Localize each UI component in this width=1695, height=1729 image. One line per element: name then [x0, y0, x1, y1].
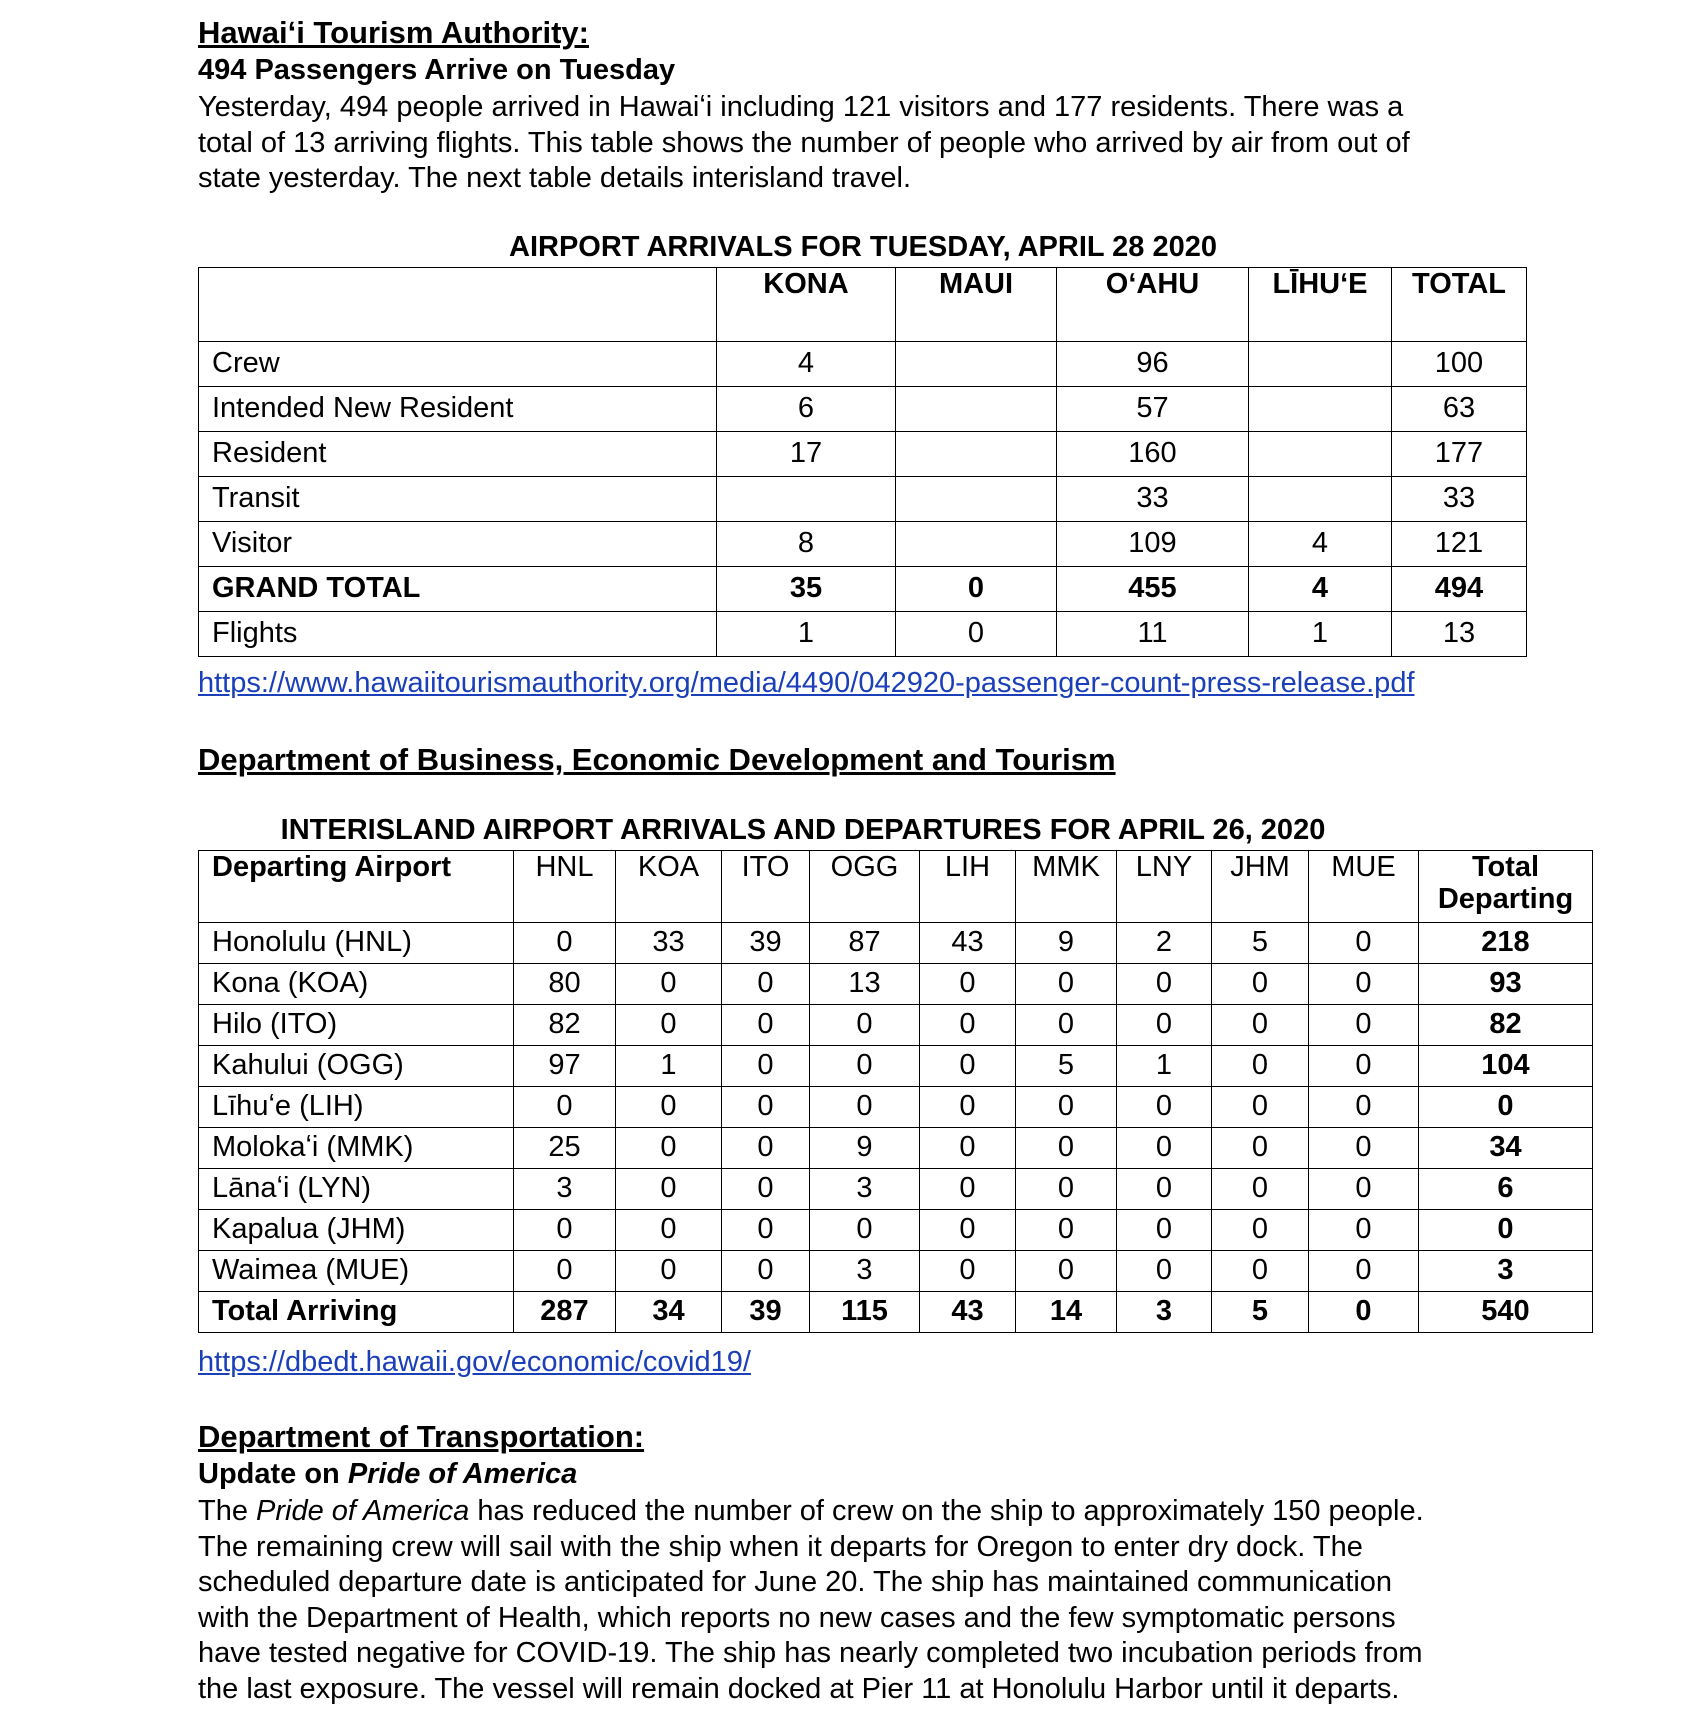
table-cell	[896, 477, 1057, 522]
hta-paragraph-line: total of 13 arriving flights. This table shows the number of people who arrived by air from out of	[198, 126, 1410, 159]
dot-paragraph-line: have tested negative for COVID-19. The ship has nearly completed two incubation periods from	[198, 1637, 1423, 1669]
interisland-table	[198, 850, 1593, 1333]
table-cell	[896, 387, 1057, 432]
table-cell: 35	[717, 567, 896, 612]
table-cell: 0	[1309, 1046, 1419, 1087]
table-cell: 0	[722, 1087, 810, 1128]
dbedt-source-link[interactable]: https://dbedt.hawaii.gov/economic/covid19/	[198, 1346, 751, 1378]
table-cell	[1249, 477, 1392, 522]
hta-source-link[interactable]: https://www.hawaiitourismauthority.org/media/4490/042920-passenger-count-press-release.pdf	[198, 667, 1415, 699]
table-cell	[1249, 342, 1392, 387]
table-cell: 160	[1057, 432, 1249, 477]
dot-ship-name: Pride of America	[256, 1495, 470, 1527]
dot-paragraph	[198, 1494, 1528, 1707]
column-header: OGG	[810, 851, 920, 923]
table-row	[199, 1251, 1593, 1292]
table-cell: 80	[514, 964, 616, 1005]
table-cell: 3	[1117, 1292, 1212, 1333]
interisland-table-body	[199, 923, 1593, 1333]
table-cell: 96	[1057, 342, 1249, 387]
table-cell: 0	[1117, 1210, 1212, 1251]
hta-paragraph	[198, 90, 1528, 197]
table-cell: 0	[920, 1210, 1016, 1251]
dot-subheading-ship-name: Pride of America	[347, 1458, 578, 1490]
column-header: OʻAHU	[1057, 268, 1249, 342]
row-label: Intended New Resident	[199, 387, 717, 432]
row-label: Līhuʻe (LIH)	[199, 1087, 514, 1128]
column-header: LĪHUʻE	[1249, 268, 1392, 342]
table-cell: 0	[920, 1005, 1016, 1046]
table-cell: 0	[1016, 1251, 1117, 1292]
table-cell: 0	[1309, 1128, 1419, 1169]
column-header: JHM	[1212, 851, 1309, 923]
table-cell: 0	[1117, 1005, 1212, 1046]
table-cell: 1	[1117, 1046, 1212, 1087]
table-cell: 0	[1117, 1128, 1212, 1169]
grand-total-row	[199, 567, 1527, 612]
table-cell: 0	[1309, 964, 1419, 1005]
dot-line-rest: has reduced the number of crew on the ship to approximately 150 people.	[469, 1495, 1424, 1527]
table-cell: 63	[1392, 387, 1527, 432]
table-cell: 0	[1117, 1087, 1212, 1128]
table-cell: 0	[1212, 1210, 1309, 1251]
table-cell: 39	[722, 923, 810, 964]
table-cell: 494	[1392, 567, 1527, 612]
table-cell: 0	[514, 1210, 616, 1251]
table-cell: 17	[717, 432, 896, 477]
table-cell: 0	[1117, 1251, 1212, 1292]
dot-line-prefix: The	[198, 1495, 257, 1527]
column-header: LNY	[1117, 851, 1212, 923]
table-cell: 0	[722, 1128, 810, 1169]
table-cell: 540	[1419, 1292, 1593, 1333]
table-cell: 0	[1117, 964, 1212, 1005]
row-label: Hilo (ITO)	[199, 1005, 514, 1046]
table-cell: 34	[1419, 1128, 1593, 1169]
table-cell: 0	[896, 612, 1057, 657]
table-cell: 0	[920, 1046, 1016, 1087]
interisland-table-title: INTERISLAND AIRPORT ARRIVALS AND DEPARTURES FOR APRIL 26, 2020	[280, 814, 1326, 846]
table-cell	[896, 522, 1057, 567]
table-cell: 0	[616, 1128, 722, 1169]
dot-subheading-prefix: Update on	[198, 1458, 348, 1490]
table-cell: 0	[722, 1046, 810, 1087]
table-cell: 6	[1419, 1169, 1593, 1210]
hta-subheading: 494 Passengers Arrive on Tuesday	[198, 54, 676, 86]
table-cell	[1249, 432, 1392, 477]
row-label: Crew	[199, 342, 717, 387]
row-label: Waimea (MUE)	[199, 1251, 514, 1292]
table-cell: 0	[920, 1128, 1016, 1169]
table-cell: 0	[616, 1169, 722, 1210]
table-cell: 0	[616, 1210, 722, 1251]
table-cell: 3	[810, 1251, 920, 1292]
row-label: Molokaʻi (MMK)	[199, 1128, 514, 1169]
table-row	[199, 1210, 1593, 1251]
table-cell: 93	[1419, 964, 1593, 1005]
table-cell: 87	[810, 923, 920, 964]
table-row	[199, 1087, 1593, 1128]
hta-paragraph-line: Yesterday, 494 people arrived in Hawaiʻi including 121 visitors and 177 residents. There was a	[198, 91, 1404, 123]
table-cell: 455	[1057, 567, 1249, 612]
table-cell: 0	[1212, 1169, 1309, 1210]
table-cell: 0	[1419, 1210, 1593, 1251]
table-cell: 0	[722, 1251, 810, 1292]
table-cell	[1249, 387, 1392, 432]
row-label: Total Arriving	[199, 1292, 514, 1333]
table-cell: 0	[1016, 1169, 1117, 1210]
column-header	[199, 268, 717, 342]
dot-paragraph-line: The remaining crew will sail with the ship when it departs for Oregon to enter dry dock. The	[198, 1530, 1363, 1563]
table-cell: 8	[717, 522, 896, 567]
total-arriving-row	[199, 1292, 1593, 1333]
column-header: Departing Airport	[199, 851, 514, 923]
table-row	[199, 1169, 1593, 1210]
row-label: Honolulu (HNL)	[199, 923, 514, 964]
row-label: Kona (KOA)	[199, 964, 514, 1005]
table-cell: 0	[920, 1169, 1016, 1210]
airport-arrivals-title: AIRPORT ARRIVALS FOR TUESDAY, APRIL 28 2020	[509, 231, 1217, 263]
table-cell: 0	[810, 1210, 920, 1251]
table-cell: 0	[1309, 1210, 1419, 1251]
table-cell: 0	[514, 1251, 616, 1292]
table-cell: 218	[1419, 923, 1593, 964]
row-label: Transit	[199, 477, 717, 522]
table-cell: 115	[810, 1292, 920, 1333]
table-cell: 109	[1057, 522, 1249, 567]
dbedt-heading: Department of Business, Economic Development and Tourism	[198, 742, 1116, 777]
dot-paragraph-line	[198, 1494, 1528, 1530]
table-cell: 0	[1117, 1169, 1212, 1210]
table-row	[199, 1046, 1593, 1087]
airport-arrivals-table	[198, 267, 1527, 657]
table-cell: 0	[722, 1169, 810, 1210]
table-cell: 33	[1392, 477, 1527, 522]
column-header: TOTAL	[1392, 268, 1527, 342]
column-header: KOA	[616, 851, 722, 923]
table-cell: 13	[1392, 612, 1527, 657]
table-cell: 1	[1249, 612, 1392, 657]
table-cell: 100	[1392, 342, 1527, 387]
table-header-row	[199, 851, 1593, 923]
table-cell: 287	[514, 1292, 616, 1333]
table-cell: 0	[1016, 1005, 1117, 1046]
table-cell: 0	[616, 1251, 722, 1292]
table-cell: 0	[896, 567, 1057, 612]
table-cell: 13	[810, 964, 920, 1005]
table-cell: 104	[1419, 1046, 1593, 1087]
table-cell	[896, 342, 1057, 387]
table-cell: 3	[810, 1169, 920, 1210]
table-cell: 5	[1212, 923, 1309, 964]
table-cell: 33	[616, 923, 722, 964]
column-header: Total Departing	[1419, 851, 1593, 923]
table-cell: 11	[1057, 612, 1249, 657]
table-cell: 3	[514, 1169, 616, 1210]
column-header: MMK	[1016, 851, 1117, 923]
row-label: Lānaʻi (LYN)	[199, 1169, 514, 1210]
table-row	[199, 342, 1527, 387]
table-cell: 121	[1392, 522, 1527, 567]
table-cell: 0	[1212, 964, 1309, 1005]
table-cell: 0	[810, 1005, 920, 1046]
row-label: GRAND TOTAL	[199, 567, 717, 612]
table-cell	[717, 477, 896, 522]
dot-paragraph-line: the last exposure. The vessel will remain docked at Pier 11 at Honolulu Harbor until it departs.	[198, 1672, 1400, 1705]
table-row	[199, 1128, 1593, 1169]
table-cell: 43	[920, 1292, 1016, 1333]
table-cell: 43	[920, 923, 1016, 964]
hta-heading: Hawaiʻi Tourism Authority:	[198, 15, 589, 50]
table-cell: 4	[717, 342, 896, 387]
table-cell: 25	[514, 1128, 616, 1169]
table-cell: 0	[514, 1087, 616, 1128]
table-cell: 2	[1117, 923, 1212, 964]
table-cell: 0	[1212, 1128, 1309, 1169]
table-cell: 0	[616, 964, 722, 1005]
column-header: HNL	[514, 851, 616, 923]
table-cell: 0	[616, 1005, 722, 1046]
table-cell: 0	[920, 964, 1016, 1005]
dot-subheading	[198, 1459, 577, 1491]
row-label: Flights	[199, 612, 717, 657]
column-header: LIH	[920, 851, 1016, 923]
table-cell: 0	[1016, 1087, 1117, 1128]
table-cell: 0	[920, 1251, 1016, 1292]
table-row	[199, 522, 1527, 567]
table-cell: 0	[514, 923, 616, 964]
table-cell: 0	[1419, 1087, 1593, 1128]
table-cell: 14	[1016, 1292, 1117, 1333]
column-header: MUE	[1309, 851, 1419, 923]
table-cell: 82	[514, 1005, 616, 1046]
table-cell: 177	[1392, 432, 1527, 477]
table-cell: 57	[1057, 387, 1249, 432]
table-cell: 0	[1212, 1251, 1309, 1292]
table-cell: 9	[1016, 923, 1117, 964]
table-cell	[896, 432, 1057, 477]
table-cell: 3	[1419, 1251, 1593, 1292]
table-header-row	[199, 268, 1527, 342]
table-cell: 0	[1309, 1292, 1419, 1333]
row-label: Visitor	[199, 522, 717, 567]
table-cell: 6	[717, 387, 896, 432]
table-cell: 0	[722, 1005, 810, 1046]
table-cell: 0	[920, 1087, 1016, 1128]
table-row	[199, 477, 1527, 522]
table-cell: 4	[1249, 522, 1392, 567]
table-row	[199, 387, 1527, 432]
column-header: MAUI	[896, 268, 1057, 342]
table-cell: 0	[1309, 1087, 1419, 1128]
table-cell: 5	[1016, 1046, 1117, 1087]
table-cell: 0	[1212, 1087, 1309, 1128]
table-cell: 33	[1057, 477, 1249, 522]
table-cell: 0	[616, 1087, 722, 1128]
table-cell: 5	[1212, 1292, 1309, 1333]
hta-paragraph-line: state yesterday. The next table details interisland travel.	[198, 162, 912, 194]
dot-paragraph-line: with the Department of Health, which reports no new cases and the few symptomatic persons	[198, 1601, 1396, 1634]
table-cell: 0	[1016, 964, 1117, 1005]
table-cell: 9	[810, 1128, 920, 1169]
table-cell: 0	[1309, 1005, 1419, 1046]
table-row	[199, 432, 1527, 477]
dot-paragraph-line: scheduled departure date is anticipated for June 20. The ship has maintained communication	[198, 1566, 1393, 1598]
table-row	[199, 964, 1593, 1005]
flights-row	[199, 612, 1527, 657]
table-cell: 82	[1419, 1005, 1593, 1046]
row-label: Kahului (OGG)	[199, 1046, 514, 1087]
table-cell: 0	[722, 964, 810, 1005]
table-cell: 1	[616, 1046, 722, 1087]
table-cell: 97	[514, 1046, 616, 1087]
row-label: Kapalua (JHM)	[199, 1210, 514, 1251]
table-cell: 0	[1309, 1169, 1419, 1210]
table-cell: 0	[810, 1046, 920, 1087]
table-cell: 0	[1016, 1128, 1117, 1169]
table-cell: 0	[810, 1087, 920, 1128]
table-cell: 0	[1309, 1251, 1419, 1292]
table-row	[199, 1005, 1593, 1046]
dot-heading: Department of Transportation:	[198, 1419, 645, 1454]
table-cell: 0	[722, 1210, 810, 1251]
column-header: ITO	[722, 851, 810, 923]
column-header: KONA	[717, 268, 896, 342]
table-cell: 34	[616, 1292, 722, 1333]
table-cell: 1	[717, 612, 896, 657]
table-cell: 0	[1212, 1005, 1309, 1046]
table-cell: 4	[1249, 567, 1392, 612]
row-label: Resident	[199, 432, 717, 477]
table-cell: 0	[1309, 923, 1419, 964]
table-cell: 39	[722, 1292, 810, 1333]
table-cell: 0	[1212, 1046, 1309, 1087]
table-row	[199, 923, 1593, 964]
table-cell: 0	[1016, 1210, 1117, 1251]
